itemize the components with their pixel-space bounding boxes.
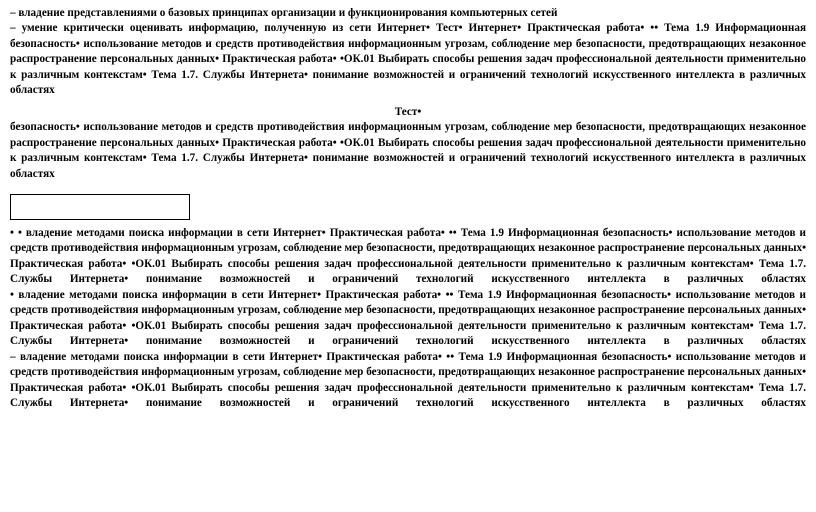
paragraph-4: безопасность• использование методов и средств противодействия информационным угрозам, соблюдение мер безопасности, предотвращающих незаконное распространение персональных данных• Практическая работа• •ОК.01 Выбирать способы решения задач профессиональной деятельности применительно к различным контекстам• Тема 1.7. Службы Интернета• понимание возможностей и ограничений технологий искусственного интеллекта в различных областях: [10, 121, 806, 180]
paragraph-2: – умение критически оценивать информацию, полученную из сети Интернет• Тест• Интернет• Практическая работа• •• Тема 1.9 Информационная безопасность• использование методов и средств противодействия информационным угрозам, соблюдение мер безопасности, предотвращающих незаконное распространение персональных данных• Практическая работа• •ОК.01 Выбирать способы решения задач профессиональной деятельности применительно к различным контекстам• Тема 1.7. Службы Интернета• понимание возможностей и ограничений технологий искусственного интеллекта в различных областях: [10, 22, 806, 97]
paragraph-1: – владение представлениями о базовых принципах организации и функционирования компьютерных сетей: [10, 7, 558, 19]
paragraph-3-test-heading: Тест•: [394, 105, 422, 118]
paragraph-5: • • владение методами поиска информации в сети Интернет• Практическая работа• •• Тема 1.9 Информационная безопасность• использование методов и средств противодействия информационным угрозам, соблюдение мер безопасности, предотвращающих незаконное распространение персональных данных• Практическая работа• •ОК.01 Выбирать способы решения задач профессиональной деятельности применительно к различным контекстам• Тема 1.7. Службы Интернета• понимание возможностей и ограничений технологий искусственного интеллекта в различных областях: [10, 226, 806, 286]
paragraph-spacer: [10, 182, 806, 188]
paragraph-6: • владение методами поиска информации в сети Интернет• Практическая работа• •• Тема 1.9 Информационная безопасность• использование методов и средств противодействия информационным угрозам, соблюдение мер безопасности, предотвращающих незаконное распространение персональных данных• Практическая работа• •ОК.01 Выбирать способы решения задач профессиональной деятельности применительно к различным контекстам• Тема 1.7. Службы Интернета• понимание возможностей и ограничений технологий искусственного интеллекта в различных областях: [10, 288, 806, 348]
empty-text-box[interactable]: [10, 194, 190, 220]
paragraph-7: – владение методами поиска информации в сети Интернет• Практическая работа• •• Тема 1.9 Информационная безопасность• использование методов и средств противодействия информационным угрозам, соблюдение мер безопасности, предотвращающих незаконное распространение персональных данных• Практическая работа• •ОК.01 Выбирать способы решения задач профессиональной деятельности применительно к различным контекстам• Тема 1.7. Службы Интернета• понимание возможностей и ограничений технологий искусственного интеллекта в различных областях: [10, 350, 806, 409]
